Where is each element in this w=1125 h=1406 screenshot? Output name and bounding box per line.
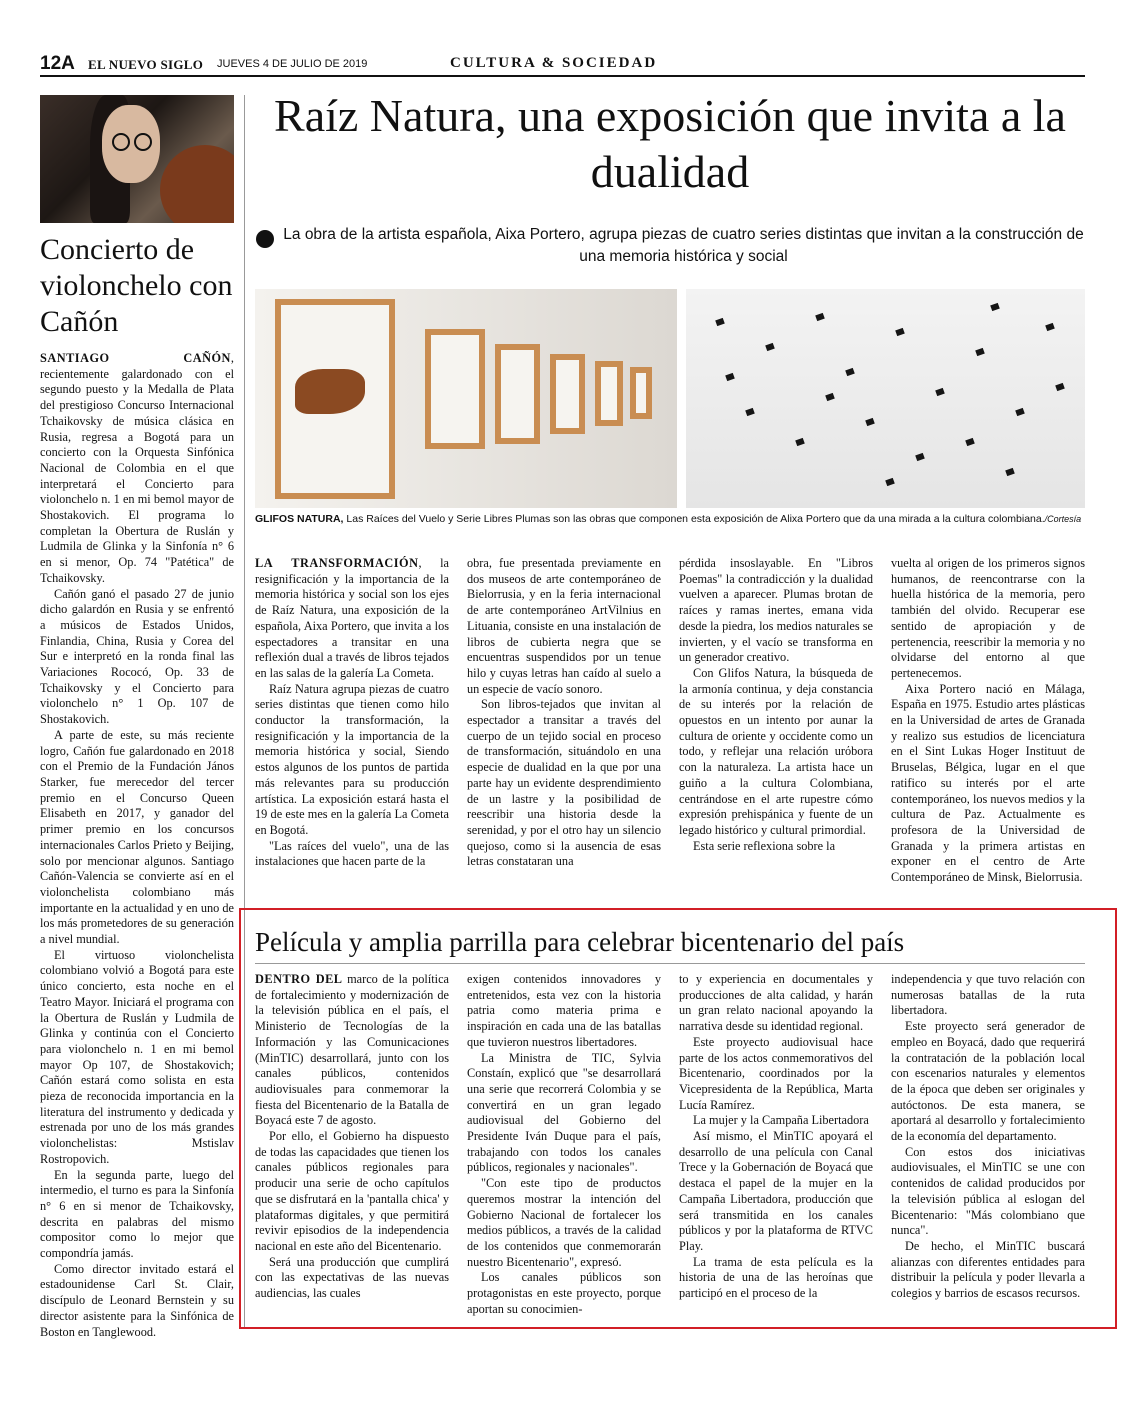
newspaper-name: EL NUEVO SIGLO xyxy=(88,57,204,72)
exhibition-photo-books xyxy=(686,289,1085,508)
main-article-paragraph: , la resignificación y la importancia de la memoria histórica y social son los ejes de Raíz Natura, una exposición de la española, Aixa Portero, que invita a los espectadores a transitar en una reflexión dual a través de libros tejados en las salas de la galería La Cometa. xyxy=(255,556,449,680)
box-title-rule xyxy=(255,963,1085,964)
box-article-lead: DENTRO DEL xyxy=(255,972,343,986)
left-article-paragraph: , recientemente galardonado con el segundo puesto y la Medalla de Plata del prestigioso Concurso Internacional Tchaikovsky de música clásica en Rusia, regresa a Bogotá para un concierto con la Orquesta Sinfónica Nacional de Colombia en el que interpretará el Concierto para violonchelo n. 1 en mi bemol mayor de Shostakovich. El programa lo completan la Obertura de Ruslán y Ludmila de Glinka y la Sinfonía n° 6 en si menor, Op. 74 "Patética" de Tchaikovsky. xyxy=(40,351,234,585)
box-article-paragraph: Los canales públicos son protagonistas en este proyecto, porque aportan su conocimien- xyxy=(467,1270,661,1316)
main-article-lead: LA TRANSFORMACIÓN xyxy=(255,556,419,570)
box-article-column xyxy=(467,972,661,1317)
main-article-paragraph: Raíz Natura agrupa piezas de cuatro series distintas que tienen como hilo conductor la transformación, la resignificación y la importancia de la memoria histórica y social, Siendo estos algunos de los puntos de partida más relevantes para su producción artística. La exposición estará hasta el 19 de este mes en la galería La Cometa en Bogotá. xyxy=(255,681,449,837)
photo-caption xyxy=(255,513,1085,526)
exhibition-photo-frames xyxy=(255,289,677,508)
main-article-column xyxy=(679,556,873,854)
main-article-title: Raíz Natura, una exposición que invita a la dualidad xyxy=(274,90,1066,197)
box-article-paragraph: La trama de esta película es la historia de una de las heroínas que participó en el proceso de la xyxy=(679,1254,873,1301)
caption-lead: GLIFOS NATURA, xyxy=(255,513,344,525)
left-article-paragraph: En la segunda parte, luego del intermedio, el turno es para la Sinfonía n° 6 en si menor de Tchaikovsky, descrita en palabras del mismo compositor como lo mejor que compondría jamás. xyxy=(40,1167,234,1261)
page-number: 12A xyxy=(40,53,75,74)
left-article-body xyxy=(40,351,234,1340)
box-article-column xyxy=(891,972,1085,1302)
box-article-paragraph: De hecho, el MinTIC buscará alianzas con diferentes entidades para distribuir la película y poder llevarla a colegios y barrios de escasos recursos. xyxy=(891,1238,1085,1301)
box-article-title: Película y amplia parrilla para celebrar bicentenario del país xyxy=(255,927,905,957)
main-article-column xyxy=(891,556,1085,886)
box-article-subheading: La mujer y la Campaña Libertadora xyxy=(693,1113,869,1128)
main-article-paragraph: Aixa Portero nació en Málaga, España en 1975. Estudio artes plásticas en la Universidad de artes de Granada y realizo sus estudios de licenciatura en el Sint Lukas Hoger Instituut de Bruselas, Bélgica, lugar en el que ratifico su interés por el arte contemporáneo, los nuevos medios y la cultura de Paz. Actualmente es profesora de la Universidad de Granada y la primera artistas en exponer en el centro de Arte Contemporáneo de Minsk, Bielorrusia. xyxy=(891,681,1085,885)
main-article-paragraph: "Las raíces del vuelo", una de las instalaciones que hacen parte de la xyxy=(255,838,449,869)
cellist-photo xyxy=(40,95,234,223)
section-name: CULTURA & SOCIEDAD xyxy=(450,55,658,71)
left-article-paragraph: Como director invitado estará el estadounidense Carl St. Clair, discípulo de Leonard Bernstein y su director asistente para la Sinfónica de Boston en Tanglewood. xyxy=(40,1261,234,1339)
left-article-paragraph: A parte de este, su más reciente logro, Cañón fue galardonado en 2018 con el Premio de la Fundación János Starker, fue merecedor del tercer premio en el Concurso Queen Elisabeth en 2017, y ganador del primer premio en los concursos internacionales Carlos Prieto y Beijing, solo por mencionar algunos. Santiago Cañón-Valencia se convierte así en el violonchelista colombiano más importante en la actualidad y en uno de los más prometedores de su generación a nivel mundial. xyxy=(40,727,234,947)
box-article-paragraph: La Ministra de TIC, Sylvia Constaín, explicó que "se desarrollará una serie que recorrerá Colombia y se convertirá en un gran legado audiovisual del Gobierno del Presidente Iván Duque para el país, trabajando con todos los canales públicos, regionales y nacionales". xyxy=(467,1050,661,1175)
box-article-paragraph: Con estos dos iniciativas audiovisuales, el MinTIC se une con contenidos de calidad producidos por la televisión pública al eslogan del Bicentenario: "Más colombiano que nunca". xyxy=(891,1144,1085,1238)
main-article-paragraph: Esta serie reflexiona sobre la xyxy=(693,838,836,853)
main-article-paragraph: pérdida insoslayable. En "Libros Poemas" la contradicción y la dualidad vuelven a aparecer. Plumas brotan de raíces y ramas inertes, emana vida desde la piedra, los medios naturales se invierten, y el vacío se transforma en un generador creativo. xyxy=(679,556,873,665)
caption-credit: /Cortesía xyxy=(1044,514,1082,524)
issue-date: JUEVES 4 DE JULIO DE 2019 xyxy=(217,58,368,70)
box-article-paragraph: exigen contenidos innovadores y entretenidos, esta vez con la historia patria como materia prima e inspiración en cada una de las batallas que tuvieron nuestros libertadores. xyxy=(467,972,661,1049)
left-article-lead: SANTIAGO CAÑÓN xyxy=(40,351,231,365)
box-article-column xyxy=(679,972,873,1302)
main-article-column xyxy=(255,556,449,870)
box-article-paragraph: Será una producción que cumplirá con las expectativas de las nuevas audiencias, las cuales xyxy=(255,1254,449,1301)
caption-text: Las Raíces del Vuelo y Serie Libres Plumas son las obras que componen esta exposición de Alixa Portero que da una mirada a la cultura colombiana. xyxy=(343,513,1045,525)
box-article-paragraph: marco de la política de fortalecimiento y modernización de la televisión pública en el país, el Ministerio de Tecnologías de la Información y las Comunicaciones (MinTIC) desarrollará, junto con los canales públicos, contenidos audiovisuales para conmemorar la fiesta del Bicentenario de la Batalla de Boyacá este 7 de agosto. xyxy=(255,972,449,1128)
box-article-paragraph: "Con este tipo de productos queremos mostrar la intención del Gobierno Nacional de fortalecer los medios públicos, a través de la calidad de los contenidos que conmemorarán nuestro Bicentenario", expresó. xyxy=(467,1176,661,1269)
box-article-paragraph: independencia y que tuvo relación con numerosas batallas de la ruta libertadora. xyxy=(891,972,1085,1018)
bullet-icon xyxy=(256,230,274,248)
box-article-column xyxy=(255,972,449,1302)
main-article-column xyxy=(467,556,661,870)
main-article-paragraph: Con Glifos Natura, la búsqueda de la armonía continua, y deja constancia de su interés por la relación de opuestos en un intento por aunar la cultura de oriente y occidente como un todo, y reflejar una relación urόbora con la naturaleza. La artista hace un guiño a la cultura Colombiana, centrándose en el arte rupestre cómo expresión prehispánica y fuente de un legado histórico y cultural primordial. xyxy=(679,665,873,837)
left-article-paragraph: El virtuoso violonchelista colombiano volvió a Bogotá para este único concierto, esta noche en el Teatro Mayor. Iniciará el programa con la Obertura de Ruslán y Ludmila de Glinka y continúa con el Concierto para violonchelo n. 1 en mi bemol mayor Op 107, de Shostakovich; Cañón estará como solista en esta pieza de reconocida importancia en la literatura del instrumento y dedicada y estrenada por uno de los más grandes violonchelistas: Mstislav Rostropovich. xyxy=(40,947,234,1166)
box-article-paragraph: Por ello, el Gobierno ha dispuesto de todas las capacidades que tienen los canales públicos regionales para producir una serie de ocho capítulos que se disfrutará en la 'pantalla chica' y plataformas digitales, y que permitirá revivir episodios de la independencia nacional en este año del Bicentenario. xyxy=(255,1129,449,1253)
page-header xyxy=(40,55,1085,77)
box-article-paragraph: Este proyecto audiovisual hace parte de los actos conmemorativos del Bicentenario, coordinados por la Vicepresidenta de la República, Marta Lucía Ramírez. xyxy=(679,1034,873,1112)
box-article-paragraph: Así mismo, el MinTIC apoyará el desarrollo de una película con Canal Trece y la Gobernación de Boyacá que destaca el papel de la mujer en la Campaña Libertadora, producción que será transmitida en los canales públicos y por la plataforma de RTVC Play. xyxy=(679,1129,873,1253)
box-article-paragraph: Este proyecto será generador de empleo en Boyacá, dado que requerirá la contratación de la población local con escenarios naturales y elementos de la época que deben ser originales y autóctonos. De esta manera, se aportará al desarrollo y fortalecimiento de la economía del departamento. xyxy=(891,1019,1085,1144)
header-rule xyxy=(40,75,1085,77)
main-article-paragraph: vuelta al origen de los primeros signos humanos, de reencontrarse con la huella histórica de la memoria, pero también del olvido. Recuperar ese sentido de apropiación y de pertenencia, reescribir la memoria y no olvidarse del entorno al que pertenecemos. xyxy=(891,556,1085,680)
left-article-title: Concierto de violonchelo con Cañón xyxy=(40,233,233,338)
box-article-paragraph: to y experiencia en documentales y producciones de alta calidad, y harán un gran relato nacional apoyando la narrativa desde su identidad regional. xyxy=(679,972,873,1034)
main-article-paragraph: obra, fue presentada previamente en dos museos de arte contemporáneo de Bielorrusia, y en la feria internacional de arte contemporáneo ArtVilnius en Lituania, consiste en una instalación de libros de cubierta negra que se encuentras suspendidos por un tenue hilo y cuyas letras han caído al suelo a un especie de vacío sonoro. xyxy=(467,556,661,696)
main-article-paragraph: Son libros-tejados que invitan al espectador a transitar a través del cuerpo de un tejido social en proceso de transformación, situándolo en una especie de dualidad en la que por una parte hay un evidente desprendimiento de un lastre y la posibilidad de reescribir una historia desde la serenidad, y por el otro hay un silencio quejoso, como si la ausencia de esas letras constataran una xyxy=(467,697,661,869)
main-article-subtitle: La obra de la artista española, Aixa Portero, agrupa piezas de cuatro series distintas que invitan a la construcción de una memoria histórica y social xyxy=(283,226,1084,265)
left-article-paragraph: Cañón ganó el pasado 27 de junio dicho galardón en Rusia y se enfrentó a músicos de Estados Unidos, Finlandia, China, Rusia y Corea del Sur e interpretó en la ronda final las Variaciones Rococó, Op. 33 de Tchaikovsky y el Concierto para violonchelo n° 1 Op. 107 de Shostakovich. xyxy=(40,586,234,727)
